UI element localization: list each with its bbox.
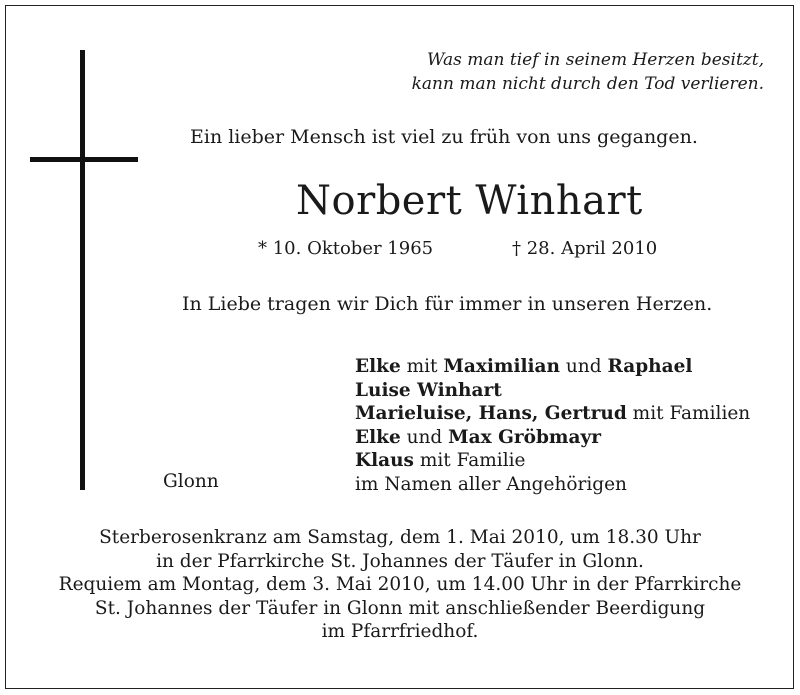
service-info	[0, 526, 800, 644]
mourner-name: Luise Winhart	[355, 379, 502, 401]
mourner-line-6: im Namen aller Angehörigen	[355, 473, 627, 495]
mourner-name: Elke	[355, 356, 401, 377]
cross-vertical-bar	[80, 50, 85, 490]
service-line-4: St. Johannes der Täufer in Glonn mit anschließender Beerdigung	[94, 597, 706, 619]
service-line-2: in der Pfarrkirche St. Johannes der Täufer in Glonn.	[156, 550, 644, 572]
mourner-line-1	[355, 355, 750, 379]
mourner-name: Klaus	[355, 450, 414, 471]
love-line: In Liebe tragen wir Dich für immer in unseren Herzen.	[182, 293, 713, 315]
service-line-1: Sterberosenkranz am Samstag, dem 1. Mai 2010, um 18.30 Uhr	[99, 527, 701, 548]
mourner-connector: mit Familie	[413, 450, 526, 471]
mourner-connector: und	[400, 426, 449, 448]
mourner-line-4	[355, 426, 750, 450]
mourner-connector: mit	[400, 356, 444, 377]
mourner-name: Marieluise, Hans, Gertrud	[355, 403, 627, 424]
intro-text: Ein lieber Mensch ist viel zu früh von uns gegangen.	[190, 126, 698, 148]
birth-date: * 10. Oktober 1965	[258, 238, 434, 259]
mourner-name: Elke	[355, 426, 401, 448]
mourner-connector: mit Familien	[626, 403, 751, 424]
motto-line-2: kann man nicht durch den Tod verlieren.	[411, 74, 764, 94]
mourner-line-3	[355, 402, 750, 426]
motto-line-1: Was man tief in seinem Herzen besitzt,	[427, 50, 764, 70]
place-name: Glonn	[163, 471, 219, 492]
deceased-name: Norbert Winhart	[296, 178, 643, 224]
mourner-name: Raphael	[607, 356, 693, 377]
mourner-connector: und	[560, 356, 608, 377]
mourner-name: Max Gröbmayr	[448, 426, 601, 448]
death-date: † 28. April 2010	[512, 238, 658, 259]
mourners-list	[355, 355, 750, 496]
mourner-name: Maximilian	[443, 356, 560, 377]
service-line-3: Requiem am Montag, dem 3. Mai 2010, um 14.00 Uhr in der Pfarrkirche	[58, 574, 742, 595]
motto-quote	[412, 48, 764, 96]
mourner-line-5	[355, 449, 750, 473]
mourner-line-2	[355, 379, 750, 403]
service-line-5: im Pfarrfriedhof.	[321, 621, 479, 642]
cross-horizontal-bar	[30, 157, 138, 162]
